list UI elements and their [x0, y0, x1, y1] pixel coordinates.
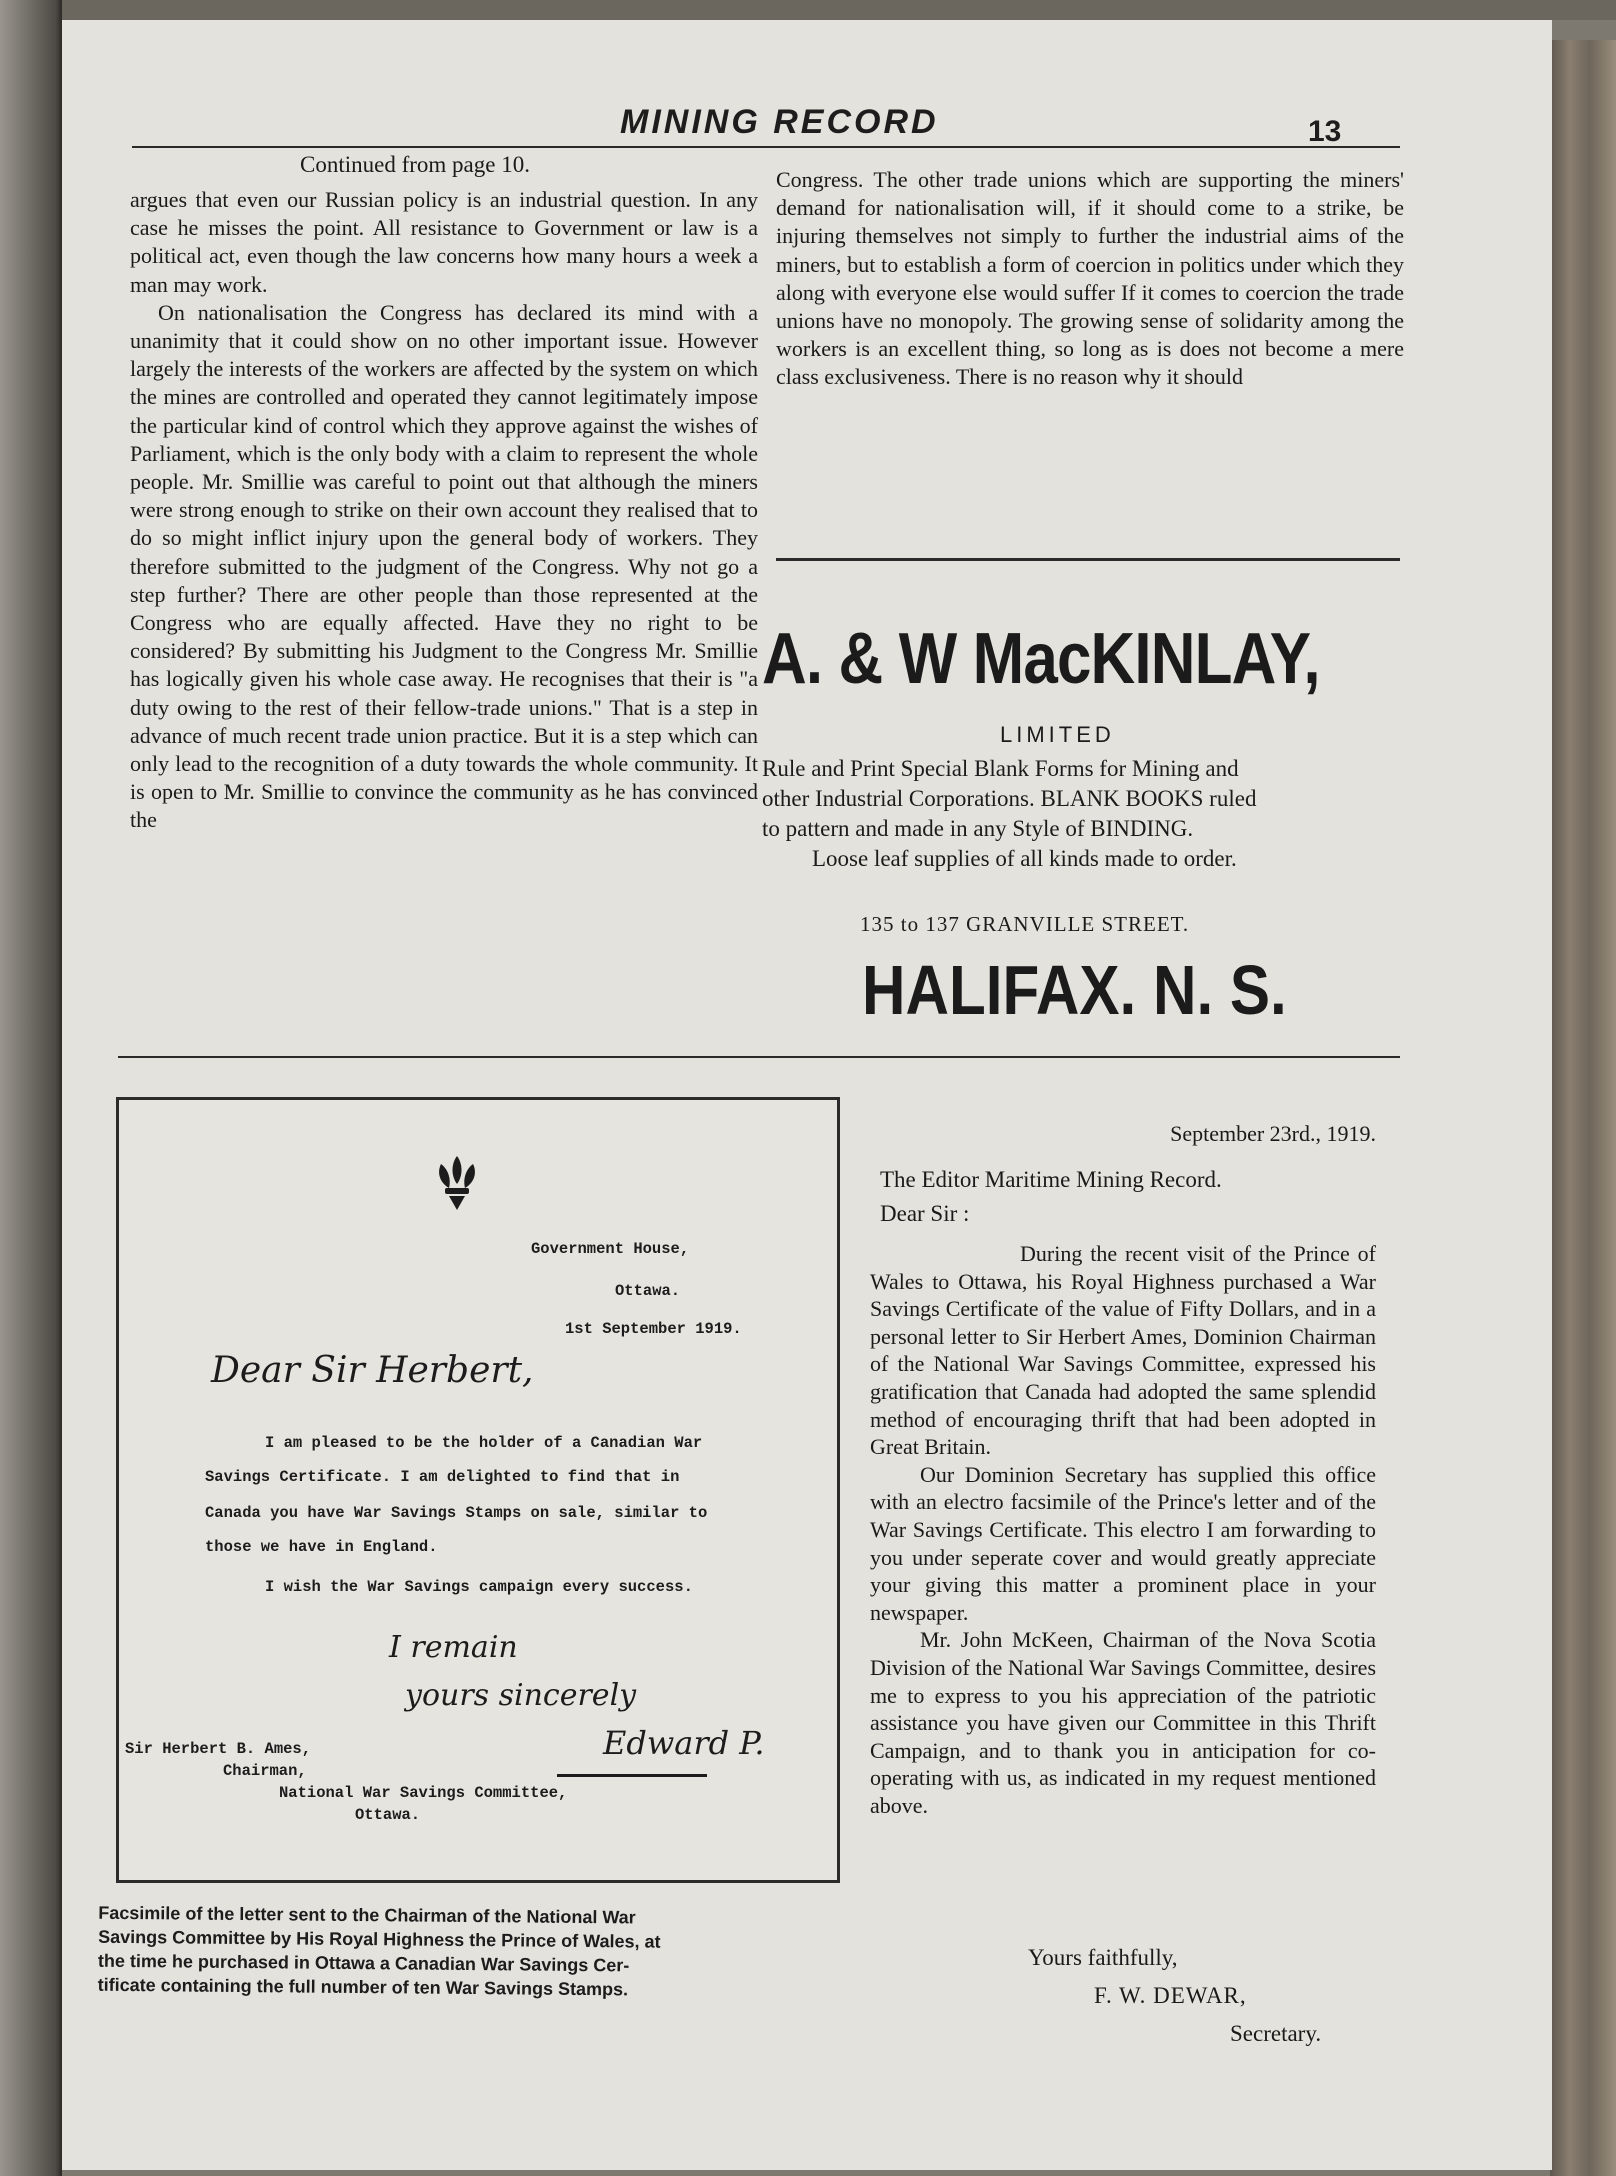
page-number: 13 — [1308, 115, 1342, 148]
masthead-rule — [132, 146, 1400, 148]
left-paragraph-2: On nationalisation the Congress has declared its mind with a unanimity that it could show on no other important issue. However largely the interests of the workers are affected by the system on which the mines are controlled and operated they cannot legitimately impose the particular kind of control which they approve against the wishes of Parliament, which is the only body with a claim to represent the whole people. Mr. Smillie was careful to point out that although the miners were strong enough to strike on their own account they realised that to do so might inflict injury upon the general body of workers. They therefore submitted to the judgment of the Congress. Why not go a step further? There are other people than those represented at the Congress who are equally affected. Have they no right to be considered? By submitting his Judgment to the Congress Mr. Smillie has logically given his whole case away. He recognises that their is "a duty owing to the rest of their fellow-trade unions." That is a step in advance of much recent trade union practice. But it is a step which can only lead to the recognition of a duty towards the whole community. It is open to Mr. Smillie to convince the community as he has convinced the — [130, 299, 758, 833]
advert-city: HALIFAX. N. S. — [862, 951, 1287, 1029]
facsimile-header-line: Government House, — [531, 1240, 690, 1258]
facsimile-closing: I remain — [389, 1630, 518, 1665]
facsimile-addressee-line: Sir Herbert B. Ames, — [125, 1740, 312, 1758]
facsimile-addressee-line: Ottawa. — [355, 1806, 421, 1824]
facsimile-body-line: Savings Certificate. I am delighted to find that in — [205, 1468, 680, 1486]
letter-date: September 23rd., 1919. — [1170, 1121, 1376, 1146]
letter-addressee: The Editor Maritime Mining Record. — [880, 1167, 1222, 1192]
prince-of-wales-feathers-icon — [431, 1152, 483, 1214]
caption-line: tificate containing the full number of ten War Savings Stamps. — [97, 1974, 629, 2000]
facsimile-header-line: 1st September 1919. — [565, 1320, 742, 1338]
advert-address: 135 to 137 GRANVILLE STREET. — [860, 912, 1190, 936]
facsimile-letter-frame — [116, 1097, 840, 1883]
facsimile-header-line: Ottawa. — [615, 1282, 681, 1300]
left-column-text — [130, 186, 758, 835]
letter-paragraph-2: Our Dominion Secretary has supplied this office with an electro facsimile of the Prince's letter and of the War Savings Certificate. This electro I am forwarding to you under seperate cover and would greatly appreciate your giving this matter a prominent place in your newspaper. — [870, 1461, 1376, 1625]
scan-top-shadow — [0, 0, 1616, 20]
letter-paragraph-3: Mr. John McKeen, Chairman of the Nova Scotia Division of the National War Savings Committee, desires me to express to you his appreciation of the patriotic assistance you have given our Committee in this Thrift Campaign, and to thank you in anticipation for co-operating with us, as indicated in my request mentioned above. — [870, 1627, 1376, 1818]
facsimile-body-line: Canada you have War Savings Stamps on sale, similar to — [205, 1504, 708, 1522]
facsimile-body-line: I am pleased to be the holder of a Canadian War — [265, 1434, 703, 1452]
advert-line: other Industrial Corporations. BLANK BOOKS ruled — [762, 786, 1257, 811]
letter-signer-title: Secretary. — [1230, 2021, 1322, 2046]
facsimile-addressee-line: Chairman, — [223, 1762, 307, 1780]
caption-line: the time he purchased in Ottawa a Canadian War Savings Cer- — [97, 1950, 630, 1976]
continued-label: Continued from page 10. — [300, 152, 530, 177]
book-gutter-left — [0, 0, 62, 2176]
letter-signer: F. W. DEWAR, — [1094, 1983, 1247, 2008]
advert-line: Loose leaf supplies of all kinds made to order. — [812, 846, 1237, 871]
facsimile-salutation: Dear Sir Herbert, — [211, 1350, 534, 1391]
book-spine-edge — [1550, 40, 1616, 2176]
letter-body — [870, 1240, 1376, 1819]
advert-limited: LIMITED — [1000, 722, 1115, 747]
advert-top-rule — [776, 558, 1400, 561]
facsimile-closing: yours sincerely — [405, 1678, 637, 1713]
letter-paragraph-1: During the recent visit of the Prince of Wales to Ottawa, his Royal Highness purchased a War Savings Certificate of the value of Fifty Dollars, and in a personal letter to Sir Herbert Ames, Dominion Chairman of the National War Savings Committee, expressed his gratification that Canada had adopted the same splendid method of encouraging thrift that had been adopted in Great Britain. — [870, 1241, 1376, 1460]
caption-line: Savings Committee by His Royal Highness the Prince of Wales, at — [98, 1926, 661, 1952]
facsimile-body-line: those we have in England. — [205, 1538, 438, 1556]
advert-company-name: A. & W MacKINLAY, — [762, 619, 1320, 699]
advert-line: Rule and Print Special Blank Forms for Mining and — [762, 756, 1239, 781]
masthead: MINING RECORD — [620, 103, 939, 141]
caption-line: Facsimile of the letter sent to the Chairman of the National War — [98, 1902, 636, 1928]
advert-body — [762, 754, 1394, 874]
facsimile-signature: Edward P. — [603, 1724, 765, 1762]
signature-underline — [557, 1774, 707, 1777]
facsimile-caption — [98, 1901, 843, 2003]
section-divider-rule — [118, 1056, 1400, 1058]
left-paragraph-1: argues that even our Russian policy is an industrial question. In any case he misses the point. All resistance to Government or law is a political act, even though the law concerns how many hours a week a man may work. — [130, 187, 758, 297]
advert-line: to pattern and made in any Style of BINDING. — [762, 816, 1194, 841]
right-paragraph: Congress. The other trade unions which are supporting the miners' demand for nationalisation will, if it should come to a strike, be injuring themselves not simply to further the industrial aims of the miners, but to establish a form of coercion in politics under which they along with everyone else would suffer If it comes to coercion the trade unions have no monopoly. The growing sense of solidarity among the workers is an excellent thing, so long as is does not become a mere class exclusiveness. There is no reason why it should — [776, 167, 1404, 390]
letter-salutation: Dear Sir : — [880, 1201, 970, 1226]
letter-closing: Yours faithfully, — [1028, 1945, 1178, 1970]
facsimile-addressee-line: National War Savings Committee, — [279, 1784, 568, 1802]
right-column-text — [776, 166, 1404, 392]
facsimile-wish-line: I wish the War Savings campaign every success. — [265, 1578, 693, 1596]
